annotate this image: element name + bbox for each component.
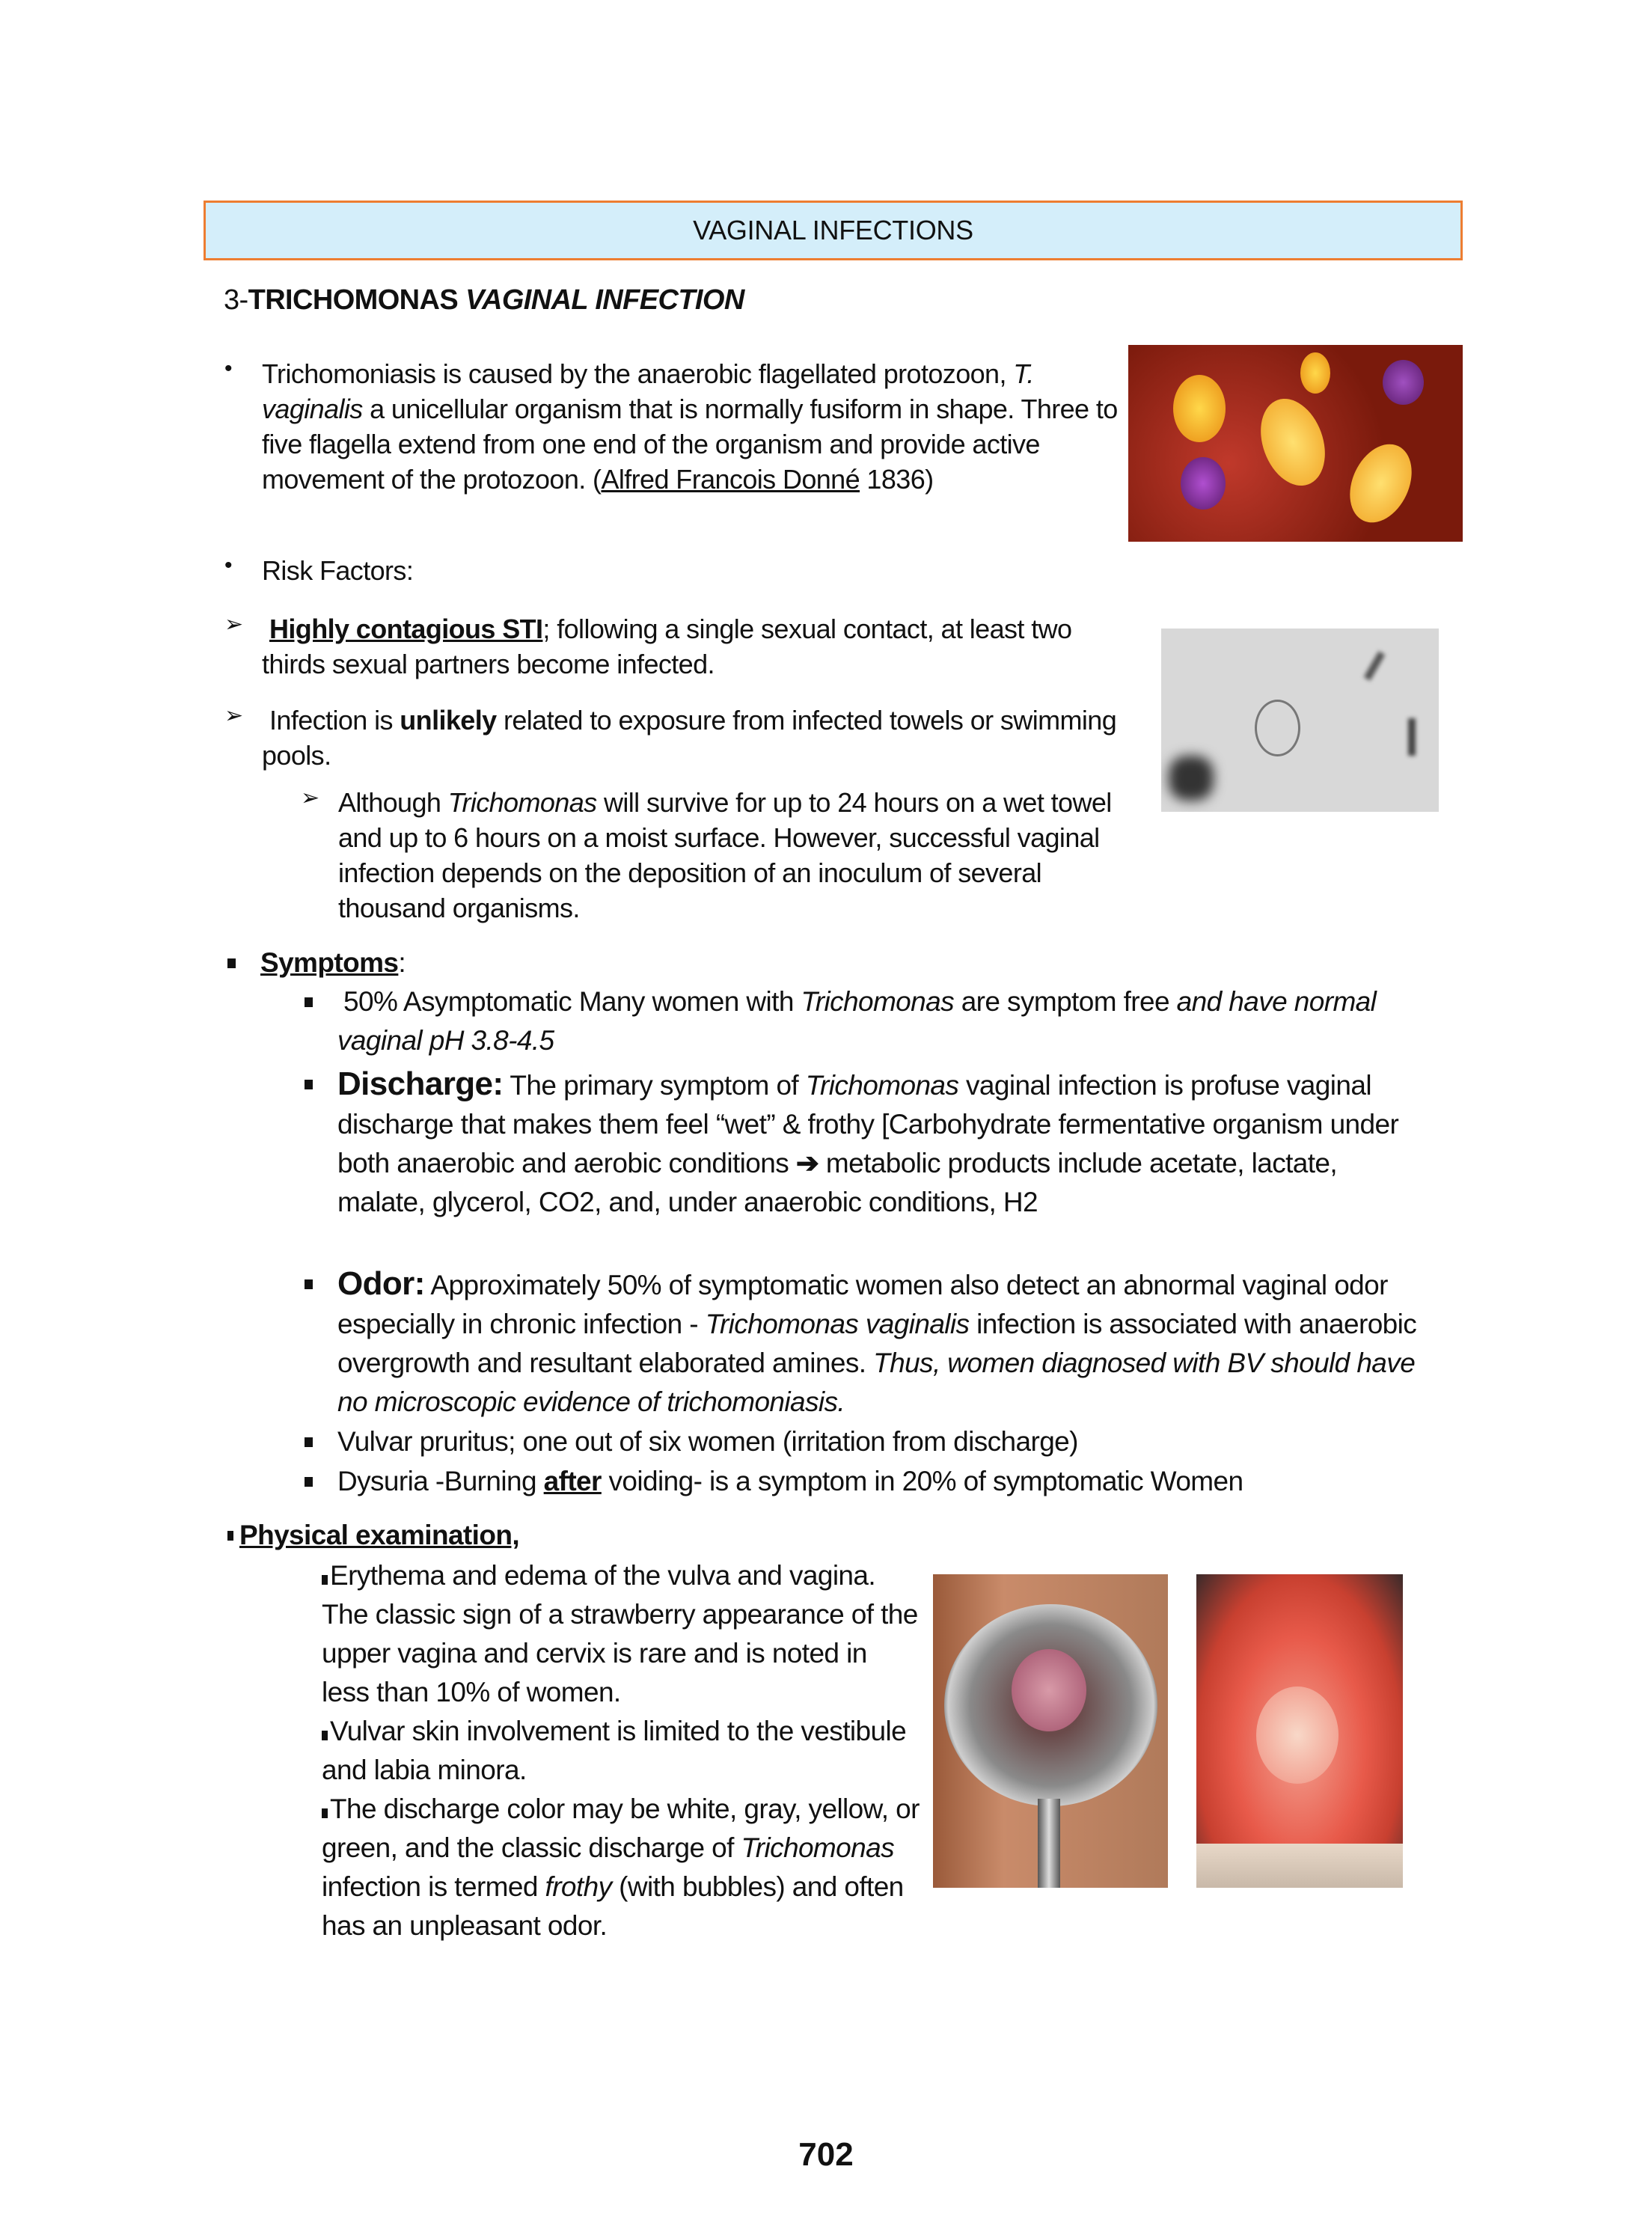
text: Trichomonas vaginalis: [705, 1309, 970, 1339]
heading-prefix: 3-: [224, 284, 248, 316]
text: metabolic products include acetate, lactate, malate, glycerol, CO2, and, under anaerobic conditions, H2: [337, 1148, 1338, 1217]
arrow-icon: ➔: [795, 1148, 819, 1178]
text: unlikely: [400, 705, 497, 736]
text: Dysuria -Burning: [337, 1466, 544, 1496]
text: (with bubbles) and often has an unpleasant odor.: [322, 1871, 904, 1941]
text: Approximately 50% of symptomatic women also detect an abnormal vaginal odor especially in chronic infection -: [337, 1270, 1388, 1339]
text: are symptom free: [954, 986, 1177, 1017]
text: infection is termed: [322, 1871, 545, 1902]
symptoms-heading: [260, 944, 406, 982]
arrow-bullet-icon: ➢: [224, 703, 244, 728]
text: Vulvar skin involvement is limited to the vestibule and labia minora.: [322, 1716, 907, 1785]
intro-paragraph: [262, 356, 1122, 497]
square-bullet-icon: [227, 958, 236, 968]
text: infection is associated with anaerobic overgrowth and resultant elaborated amines.: [337, 1309, 1417, 1378]
risk-item-contagious: [262, 611, 1130, 682]
text: Trichomonas: [805, 1070, 959, 1101]
bullet-icon: •: [224, 356, 233, 381]
risk-factors-label: Risk Factors:: [262, 555, 414, 586]
symptom-discharge: [337, 1065, 1430, 1222]
text: Trichomonas: [447, 787, 597, 818]
text: Physical examination,: [239, 1520, 520, 1550]
trichomonas-illustration: [1128, 345, 1463, 542]
square-bullet-icon: [227, 1531, 233, 1541]
text: Thus, women diagnosed with BV should have no microscopic evidence of trichomoniasis.: [337, 1348, 1416, 1417]
heading-bold: TRICHOMONAS: [248, 284, 466, 316]
text: 50% Asymptomatic Many women with: [343, 986, 801, 1017]
text: and have normal vaginal pH 3.8-4.5: [337, 986, 1377, 1056]
square-bullet-icon: [322, 1575, 328, 1585]
text: Odor:: [337, 1265, 425, 1302]
square-bullet-icon: [305, 1279, 313, 1289]
text: Trichomonas: [741, 1832, 894, 1863]
strawberry-cervix-photo: [1196, 1574, 1403, 1888]
text: Infection is: [269, 705, 400, 736]
text: frothy: [545, 1871, 612, 1902]
text: after: [543, 1466, 602, 1496]
physical-exam-heading: [239, 1516, 519, 1555]
text: :: [398, 947, 406, 978]
risk-subitem-survival: [338, 785, 1124, 926]
text: Trichomonas: [801, 986, 955, 1017]
page-number: 702: [798, 2136, 854, 2173]
symptom-asymptomatic: [337, 982, 1430, 1060]
symptom-pruritus: Vulvar pruritus; one out of six women (irritation from discharge): [337, 1426, 1078, 1457]
text: Symptoms: [260, 947, 399, 978]
text: Although: [338, 787, 448, 818]
text: a unicellular organism that is normally fusiform in shape. Three to five flagella extend from one end of the organism and provide active movement of the protozoon. (: [262, 394, 1118, 495]
text: Discharge:: [337, 1065, 504, 1102]
text: 1836): [860, 464, 934, 495]
text: The primary symptom of: [503, 1070, 806, 1101]
exam-item: [322, 1790, 920, 1945]
text: T. vaginalis: [262, 358, 1034, 424]
exam-item: [322, 1712, 920, 1790]
text: Highly contagious STI: [269, 614, 543, 644]
symptom-odor: [337, 1265, 1430, 1422]
square-bullet-icon: [305, 1437, 313, 1447]
citation-link: Alfred Francois Donné: [601, 464, 860, 495]
text: voiding- is a symptom in 20% of symptomatic Women: [601, 1466, 1243, 1496]
square-bullet-icon: [305, 997, 313, 1007]
physical-exam-list: [322, 1556, 920, 1945]
section-title: VAGINAL INFECTIONS: [693, 215, 973, 245]
bullet-icon: •: [224, 553, 233, 578]
text: related to exposure from infected towels or swimming pools.: [262, 705, 1117, 771]
risk-item-towels: [262, 703, 1130, 773]
page-heading: [224, 284, 744, 316]
text: ; following a single sexual contact, at least two thirds sexual partners become infected.: [262, 614, 1072, 679]
section-header: [204, 201, 1463, 260]
symptom-dysuria: [337, 1462, 1430, 1501]
arrow-bullet-icon: ➢: [301, 786, 320, 810]
exam-item: [322, 1556, 920, 1712]
speculum-exam-photo: [933, 1574, 1168, 1888]
square-bullet-icon: [322, 1731, 328, 1740]
square-bullet-icon: [305, 1477, 313, 1487]
arrow-bullet-icon: ➢: [224, 612, 244, 637]
heading-italic: VAGINAL INFECTION: [465, 284, 744, 316]
square-bullet-icon: [322, 1808, 328, 1818]
text: vaginal infection is profuse vaginal discharge that makes them feel “wet” & frothy [Carbohydrate fermentative organism under both anaerobic and aerobic conditions: [337, 1070, 1399, 1178]
microscopy-image: [1161, 629, 1439, 812]
text: will survive for up to 24 hours on a wet towel and up to 6 hours on a moist surface. However, successful vaginal infection depends on the deposition of an inoculum of several thousand organisms.: [338, 787, 1112, 923]
square-bullet-icon: [305, 1080, 313, 1089]
text: Erythema and edema of the vulva and vagina. The classic sign of a strawberry appearance of the upper vagina and cervix is rare and is noted in less than 10% of women.: [322, 1560, 918, 1707]
text: The discharge color may be white, gray, yellow, or green, and the classic discharge of: [322, 1793, 920, 1863]
text: Trichomoniasis is caused by the anaerobic flagellated protozoon,: [262, 358, 1014, 389]
